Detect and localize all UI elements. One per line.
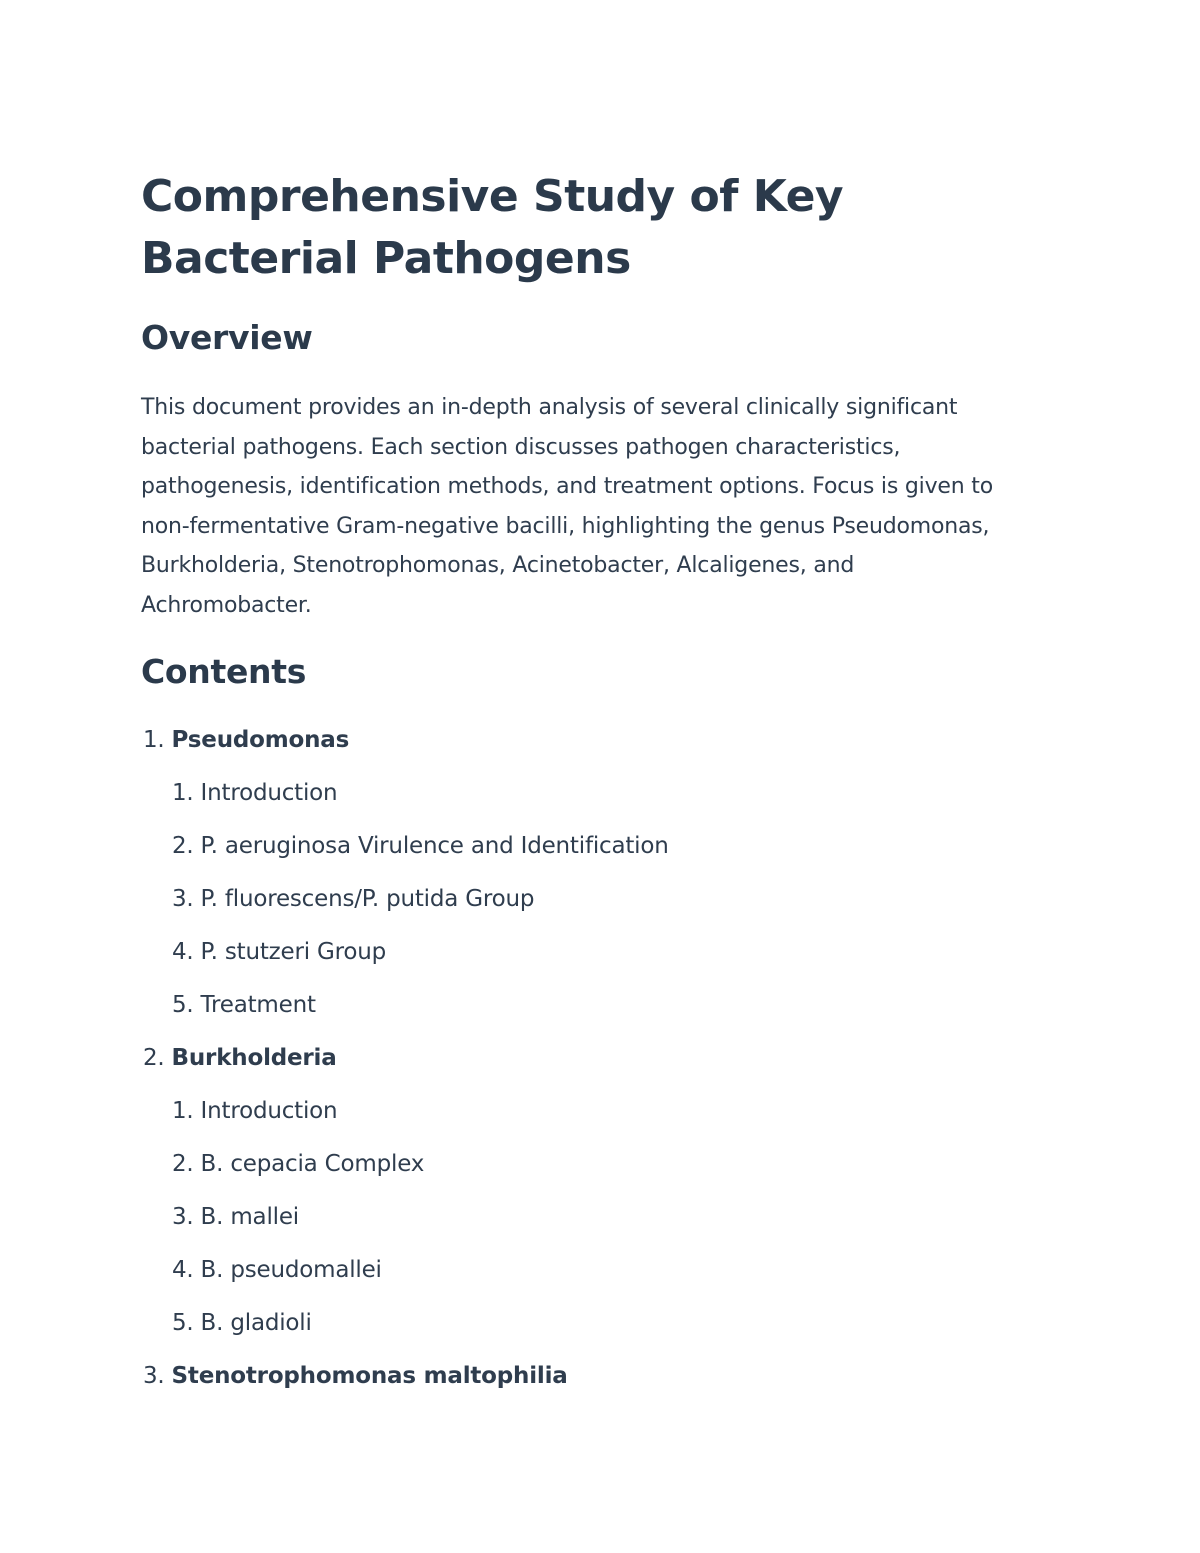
toc-item-label: B. cepacia Complex [200, 1151, 425, 1177]
toc-item-b-pseudomallei[interactable] [172, 1255, 382, 1285]
toc-section-label: Stenotrophomonas maltophilia [171, 1363, 568, 1389]
toc-number: 1. [143, 727, 165, 753]
toc-item-label: Treatment [200, 992, 316, 1018]
toc-item-label: P. aeruginosa Virulence and Identification [200, 833, 669, 859]
toc-item-pseudomonas-treatment[interactable] [172, 990, 316, 1020]
toc-item-label: B. mallei [200, 1204, 299, 1230]
contents-heading: Contents [141, 652, 307, 691]
toc-section-stenotrophomonas[interactable] [143, 1361, 568, 1391]
toc-item-b-cepacia[interactable] [172, 1149, 424, 1179]
document-title: Comprehensive Study of Key Bacterial Pathogens [141, 171, 844, 284]
toc-number: 1. [172, 780, 194, 806]
toc-number: 1. [172, 1098, 194, 1124]
overview-paragraph: This document provides an in-depth analysis of several clinically significant bacterial pathogens. Each section discusses pathogen characteristics, pathogenesis, identification methods, and treatment options. Focus is given to non-fermentative Gram-negative bacilli, highlighting the genus Pseudomonas, Burkholderia, Stenotrophomonas, Acinetobacter, Alcaligenes, and Achromobacter. [141, 395, 993, 618]
toc-item-label: Introduction [200, 780, 338, 806]
toc-item-label: P. fluorescens/P. putida Group [200, 886, 535, 912]
overview-heading: Overview [141, 318, 313, 357]
toc-item-b-gladioli[interactable] [172, 1308, 312, 1338]
toc-item-p-fluorescens[interactable] [172, 884, 534, 914]
toc-section-burkholderia[interactable] [143, 1043, 337, 1073]
toc-item-b-mallei[interactable] [172, 1202, 299, 1232]
toc-item-burkholderia-introduction[interactable] [172, 1096, 337, 1126]
toc-number: 2. [143, 1045, 165, 1071]
toc-item-pseudomonas-introduction[interactable] [172, 778, 337, 808]
toc-section-pseudomonas[interactable] [143, 725, 349, 755]
toc-number: 5. [172, 992, 194, 1018]
toc-number: 3. [172, 1204, 194, 1230]
toc-number: 2. [172, 833, 194, 859]
toc-item-p-aeruginosa[interactable] [172, 831, 669, 861]
toc-number: 2. [172, 1151, 194, 1177]
toc-number: 5. [172, 1310, 194, 1336]
toc-item-label: B. pseudomallei [200, 1257, 382, 1283]
toc-item-label: Introduction [200, 1098, 338, 1124]
toc-item-p-stutzeri[interactable] [172, 937, 386, 967]
toc-item-label: B. gladioli [200, 1310, 312, 1336]
toc-number: 3. [143, 1363, 165, 1389]
toc-number: 4. [172, 1257, 194, 1283]
toc-number: 4. [172, 939, 194, 965]
toc-section-label: Burkholderia [171, 1045, 337, 1071]
toc-section-label: Pseudomonas [171, 727, 350, 753]
toc-item-label: P. stutzeri Group [200, 939, 387, 965]
toc-number: 3. [172, 886, 194, 912]
